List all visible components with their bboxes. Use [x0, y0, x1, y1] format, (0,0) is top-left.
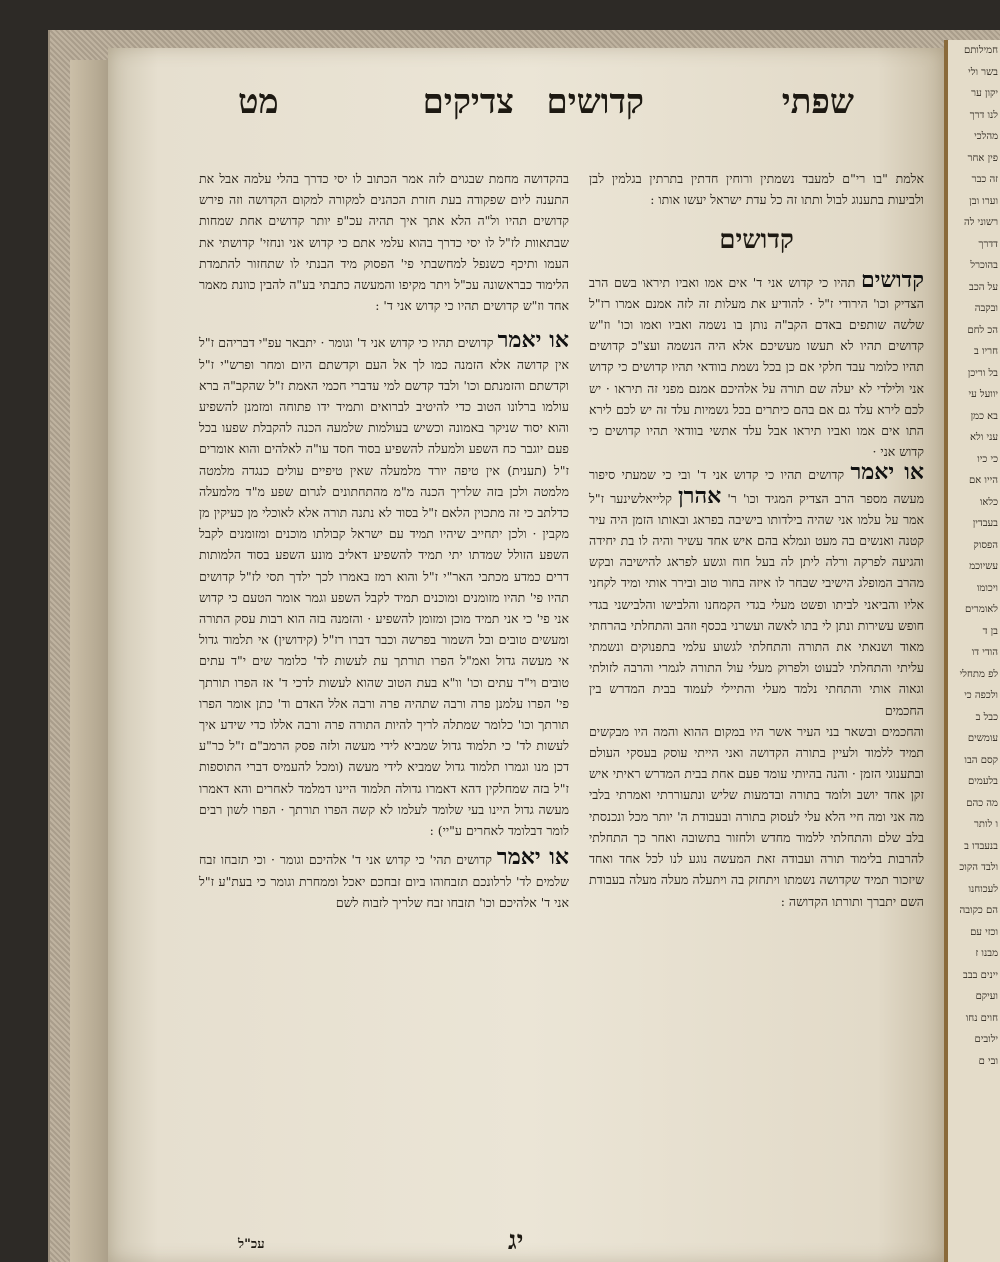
- next-page-lines: [944, 40, 1000, 1072]
- next-page-line: כלאו: [979, 496, 998, 508]
- next-page-line: הייו אם: [969, 475, 998, 486]
- next-page-edge: [944, 40, 1000, 1262]
- left-paragraph-1: [199, 327, 569, 841]
- next-page-line: ובי ם: [978, 1055, 998, 1067]
- paragraph-lead-word: קדושים: [860, 266, 924, 293]
- next-page-line: עשיוכמ: [969, 561, 998, 572]
- left-column: [199, 168, 569, 913]
- next-page-line: לפ מתחלי: [959, 668, 998, 680]
- next-page-line: יקון ער: [971, 88, 998, 99]
- header-right-word: שפתי: [781, 82, 854, 122]
- next-page-line: וערו ובן: [969, 195, 998, 207]
- book-page: [108, 48, 944, 1262]
- next-page-line: ויכומו: [976, 582, 998, 594]
- catchword: עכ"ל: [238, 1237, 265, 1252]
- next-page-line: בלעמים: [968, 776, 998, 787]
- next-page-line: כבל ב: [975, 711, 998, 723]
- left-paragraph-2: [199, 844, 570, 913]
- next-page-line: בהוכרל: [970, 260, 998, 271]
- paragraph-text: קדושים תהיו כי קדוש אני ד' וגומר · יתבאר עפ"י דבריהם ז"ל אין קדושה אלא הזמנה כמו לך אל העם וקדשתם היום ומחר ופרש"י ז"ל וקדשתם והזמנתם וכו' ולבד קדשם למי עדברי חכמי האמת ז"ל שהקב"ה ברא עולמו ברלונו הטוב כדי להיטיב לברואים ותמיד ידו פתוחה ומזמנן להשפיע והוא יסוד שניקר באמונה וכשיש בעולמות שלמעה הכנה להקבלת שפעו בכל פעם יוגבר כח השפע ולמעלה להשפיע בסוד חסד עו"ה לאלהים והוא אומרים ז"ל (תענית) אין טיפה יורד מלמעלה שאין טיפיים עולים כנגדה מלמטה מלמטה ולכן בזה שלריך הכנה מ"מ מהתחתונים לגרום שפע מ"ד מלמעלה כדלתב כי זה מתכוין הלאם ז"ל בסוד לא נתנה תורה אלא לאוכלי מן כעיקין מן מקבין · ולכן יתחייב שיהיו תמיד עם ישראל קבולתו מוכנים ומזומנים לקבל השפע הזולל שמדתו יתי תמיד להשפיע דאליב מונע השפע בסוד הלמותות דרים כמדע מכתבי האר"י ז"ל והוא רמז באמרו לכך ילדך תסי לז"ל קדושים תהיו פי' תהיו מזומנים ומוכנים תמיד לקבל השפע וגמר אומר הטעם כי קדוש אני פי' כי אני תמיד מוכן ומזומן להשפיע · והזמנה בזה הוא רבות עסק התורה ומעשים טובים ובל השמור בפרשה וכבר דברו רז"ל (קידושין) אי תלמוד גדול אי מעשה גדול ואמ"ל הפרו תורתך עת לעשות לד' כלומר שים י"ד עתים טובים וי"ד עתים וכו' וו"א בעת הטוב שהוא לעשות לדכי ד' אז הפרו תורתך פי' הפרו עלמנן פרה ורבה שתהיה פרה ורבה אלל האדם וד' כתן אומר הפרו תורתך וכו' כלומר שמתלה לריך להיות התורה פרה ורבה אללו כדי שידע איך לעשות לד' כי תלמוד גדול שמביא לידי מעשה ולזה פסק הרמב"ם ז"ל כר"ע דכן מנו וגמרו תלמוד גדול שמביא לידי מעשה (ומכל להעמיס דברי התוספות ז"ל בזה שמחלקין דהא דאמרו גדולה תלמוד היינו דמלמד לאחרים והא דאמרו מעשה גדול היינו בעי שלומד לעלמו לא קשה הפרו תורתך · הפרו לשון רבים לומר דבלומד לאחרים ע"יי) :: [199, 335, 569, 839]
- running-header: [108, 82, 944, 142]
- next-page-line: בן ד: [982, 625, 998, 637]
- next-page-line: יוועל עי: [968, 389, 998, 400]
- next-page-line: וכזי עם: [970, 926, 998, 938]
- right-intro-paragraph: אלמת "בו רי"ם למעבד נשמתין ורוחין חדתין בתרתין בגלמין לבן ולביעות בתענוג לבול ותתו זה כל עדת ישראל יעשו אותו :: [589, 171, 924, 208]
- paragraph-lead-word: או יאמר: [850, 459, 924, 486]
- next-page-line: בל וריכן: [967, 367, 998, 379]
- next-page-line: חמילותם: [963, 45, 998, 56]
- binding-strip: [70, 60, 112, 1262]
- header-center-left-word: צדיקים: [422, 82, 514, 122]
- next-page-line: מהלכי: [974, 131, 998, 142]
- paragraph-text: קדושים תהיו כי קדוש אני ד' ובי כי שמעתי סיפור מעשה מספר הרב הצדיק המגיד וכו' ר': [589, 467, 924, 506]
- paragraph-text-continued: קלייאלשינער ז"ל אמר על עלמו אני שהיה בילדותו בישיבה בפראג ובאותו הזמן היה עיר קטנה ואנשים בה מעט ונמלא בהם איש אחד עשיר והיה לו בת יחידה והגיעה לפרקה ורלה ליתן לה בעל חוח וגשע לפראג להישיבה ובקש מהרב המופלג הישיבי שבחר לו איזה בחור טוב ובירר אותי ומיד לקחני אליו והביאני לביתו ופשט מעלי בגדי הקמחנו והלבישו והלבישני בגדי חופש עשירות ונתן לי בתו לאשה ועשרני בכסף וזהב והתחלתי בהרחתי מאוד ושנאתי את התורה והתחלתי לגשוע עלמי בתפנוקים ונשמתי עליתי והתחלתי לבעוט ולפרוק מעלי עול התורה לגמרי והרבה לזולתי וגאוה אותי והתחתי נלמד מעלי והתיילי לעמוד בבית המדרש בין החכמים: [589, 490, 924, 718]
- next-page-line: לנו דרך: [969, 109, 998, 121]
- right-column: [589, 168, 924, 912]
- paragraph-text: קדושים תהי' כי קדוש אני ד' אלהיכם וגומר · וכי תזבחו זבח שלמים לד' לרלונכם תזבחוהו ביום זבחכם יאכל וממחרת וגומר כי בעת"ע ז"ל אני ד' אלהיכם וכו' תזבחו זבח שלריך לזבוח לשם: [199, 852, 569, 910]
- section-title: קדושים: [719, 225, 794, 256]
- next-page-line: ובקבה: [974, 303, 998, 314]
- paragraph-lead-word: או יאמר: [497, 327, 569, 354]
- next-page-line: ו לותר: [974, 819, 998, 830]
- paragraph-text: תהיו כי קדוש אני ד' אים אמו ואביו תיראו בשם הרב הצדיק וכו' הירודי ז"ל · להודיע את מעלות זה לזה אמנם אמרו רז"ל שלשה שותפים באדם הקב"ה נותן בו נשמה ואביו ואמו וכו' וז"ש קדושים תהיו לא תעשו מעשיכם אלא היה הנשמה ועצ"כ קדושים תהיו כלומר עבד חלקי אם כן בכל נשמת בוודאי תהיו קדושים כי קדוש אני ולילדי לא יעלה שם תורה על אלהיכם אמנם מפני זה תיראו · יש לכם לירא עלד גם אם בהם כיתרים בכל גשמיות עלד זה יש לכם לירא התו אים אמו ואביו תיראו אבל עלד אתשי בוודאי תהיו קדושים כי קדוש אני ·: [589, 274, 924, 460]
- header-folio: מט: [238, 82, 279, 122]
- next-page-line: ולבד הקוכ: [959, 862, 998, 873]
- right-paragraph-1: [589, 266, 924, 463]
- next-page-line: ילובים: [974, 1034, 998, 1045]
- paragraph-lead-word: או יאמר: [496, 844, 570, 871]
- next-page-line: רשוני לה: [963, 217, 998, 228]
- next-page-line: ולכפה כי: [964, 690, 998, 701]
- next-page-line: על הכב: [969, 281, 998, 293]
- next-page-line: מבנו ז: [975, 948, 998, 959]
- next-page-line: מה כהם: [966, 797, 998, 809]
- next-page-line: יינים בבב: [963, 969, 998, 981]
- next-page-line: זה כבר: [971, 174, 998, 185]
- next-page-line: לעכוחנו: [968, 883, 998, 895]
- next-page-line: חוים נחו: [965, 1012, 998, 1024]
- next-page-line: פין אחר: [967, 152, 998, 164]
- left-intro-paragraph: בהקדושה מחמת שבגוים לזה אמר הכתוב לו יסי כדרך בהלי עלמה אבל את התענה ליום שפקודה בעת חזרת הכהנים למקורה למקום הקדושה וזה פירש קדושים תהיו ול"ה הלא אתך איך תהיה עכ"פ יותר קדושים אחת שמחות שבתאוות לז"ל לו יסי כדרך בהוא עלמי אתם כי קדוש אני ונחזי' קדושתי את העמו ותיכף כשנפל למחשבתי פי' הפסוק מיד הבנתי לו שתחזור להתמדת הלימוד כבראשונה עכ"ל ויתר מקיפו והמעשה כתבתי בע"ה להבין כוונת מאמר אחד וז"ש קדושים תהיו כי קדוש אני ד' :: [199, 171, 569, 314]
- next-page-line: הכ לחם: [967, 324, 998, 336]
- right-paragraph-3: והחכמים ובשאר בני העיר אשר היו במקום ההוא והמה היו מבקשים תמיד ללמוד ולעיין בתורה הקדושה ואני הייתי עוסק בעסקי העולם ובתענוגי הזמן · והנה בהיותי עומד פעם אחת בבית המדרש ראיתי איש זקן אחד יושב ולומד בתורה ובדמעות שליש ונתעוררתי ואמרתי בלבי מה אני ומה חיי הלא עלי לעסוק בתורה ובעבודת ה' יותר מכל ונכנסתי בלב שלם והתחלתי ללמוד מחדש ולחזור בתשובה ואחר כך התחלתי להרבות בלימוד תורה ועבודה זאת המעשה נוגע לנו לכל אחד ואחד שיזכור תמיד שקדושה נשמתו ויתחזק בה ויתעלה מעלה מעלה בעבודת השם יתברך ותורתו הקדושה :: [589, 723, 924, 909]
- right-paragraph-2: [589, 459, 924, 720]
- next-page-line: לאומרים: [965, 604, 998, 615]
- header-center-right-word: קדושים: [546, 82, 644, 122]
- next-page-line: הם כקובה: [959, 905, 998, 916]
- next-page-line: בנעבדו ב: [964, 840, 998, 852]
- next-page-line: קסם הבו: [964, 754, 998, 766]
- next-page-line: דדרך: [978, 238, 998, 250]
- next-page-line: בעבדין: [972, 518, 998, 529]
- next-page-line: חריו ב: [973, 346, 998, 357]
- highlighted-name: אהרן: [678, 482, 722, 509]
- next-page-line: עני ולא: [970, 432, 998, 443]
- next-page-line: בשר ולי: [968, 66, 998, 78]
- next-page-line: הודי דו: [971, 647, 998, 658]
- page-number: יג: [508, 1226, 524, 1256]
- next-page-line: ועיקם: [975, 991, 998, 1002]
- next-page-line: עומשים: [967, 733, 998, 744]
- next-page-line: הפסוק: [973, 539, 998, 551]
- next-page-line: כי כיו: [977, 453, 998, 465]
- next-page-line: בא כמן: [970, 410, 998, 422]
